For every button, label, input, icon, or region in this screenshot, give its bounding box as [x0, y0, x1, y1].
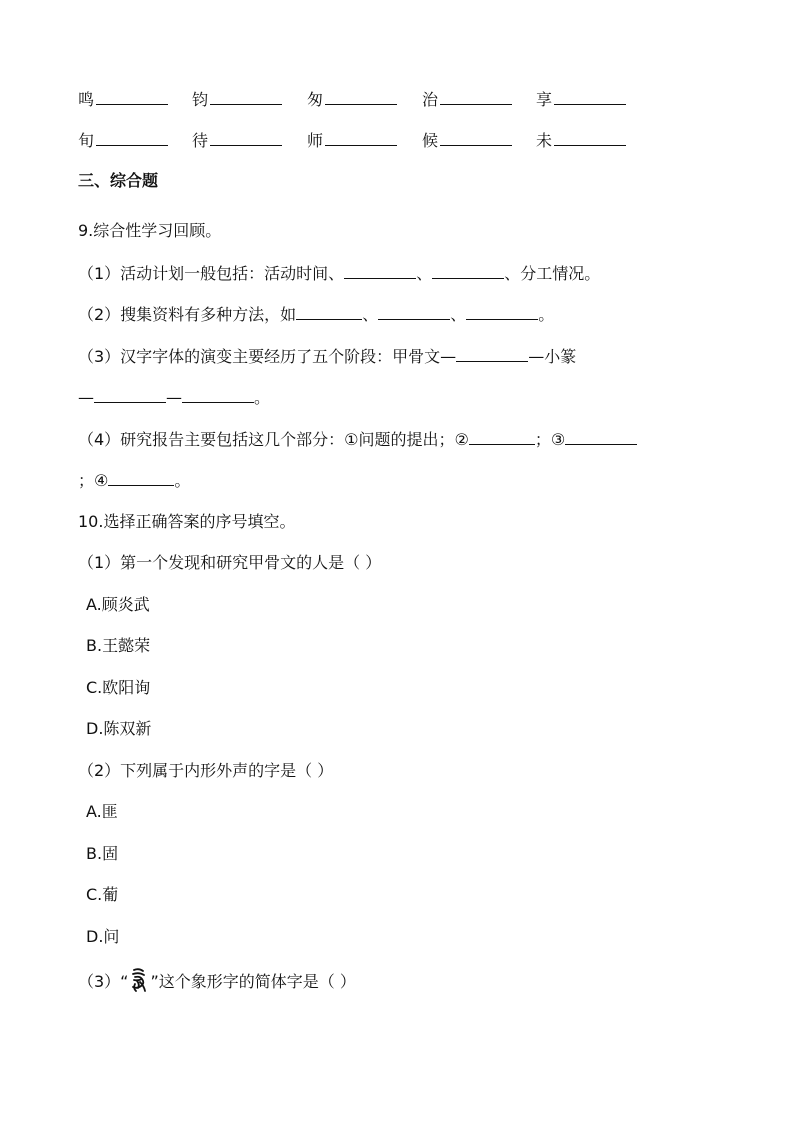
- char-item: 师: [307, 129, 397, 152]
- option-d: D.陈双新: [86, 719, 152, 738]
- char-item: 待: [192, 129, 282, 152]
- question-9-part-4-cont: ；④ 。: [78, 471, 191, 490]
- question-9-title: 9.综合性学习回顾。: [78, 221, 222, 240]
- option-b: B.王懿荣: [86, 636, 151, 655]
- question-10-sub-1: （1）第一个发现和研究甲骨文的人是（ ）: [78, 553, 382, 572]
- char-item: 享: [536, 88, 626, 111]
- option-c: C.葡: [86, 885, 119, 904]
- char-item: 鸣: [78, 88, 168, 111]
- question-10-sub-3: （3）“ ”这个象形字的简体字是（ ）: [78, 967, 356, 993]
- char-item: 候: [422, 129, 512, 152]
- section-heading: 三、综合题: [78, 171, 159, 190]
- seal-script-glyph-icon: [130, 967, 148, 993]
- question-9-part-2: （2）搜集资料有多种方法，如 、 、 。: [78, 305, 555, 324]
- char-item: 旬: [78, 129, 168, 152]
- question-9-part-4: （4）研究报告主要包括这几个部分：①问题的提出；② ；③: [78, 428, 637, 451]
- option-a: A.顾炎武: [86, 595, 150, 614]
- char-item: 未: [536, 129, 626, 152]
- char-item: 匆: [307, 88, 397, 111]
- question-10-title: 10.选择正确答案的序号填空。: [78, 512, 296, 531]
- option-a: A.匪: [86, 802, 118, 821]
- char-item: 钧: [192, 88, 282, 111]
- question-9-part-3: （3）汉字字体的演变主要经历了五个阶段：甲骨文— —小篆: [78, 347, 577, 366]
- option-c: C.欧阳询: [86, 678, 151, 697]
- option-b: B.固: [86, 844, 119, 863]
- question-9-part-3-cont: — — 。: [78, 388, 271, 407]
- char-item: 治: [422, 88, 512, 111]
- option-d: D.问: [86, 927, 120, 946]
- question-9-part-1: （1）活动计划一般包括：活动时间、 、 、分工情况。: [78, 264, 601, 283]
- question-10-sub-2: （2）下列属于内形外声的字是（ ）: [78, 761, 334, 780]
